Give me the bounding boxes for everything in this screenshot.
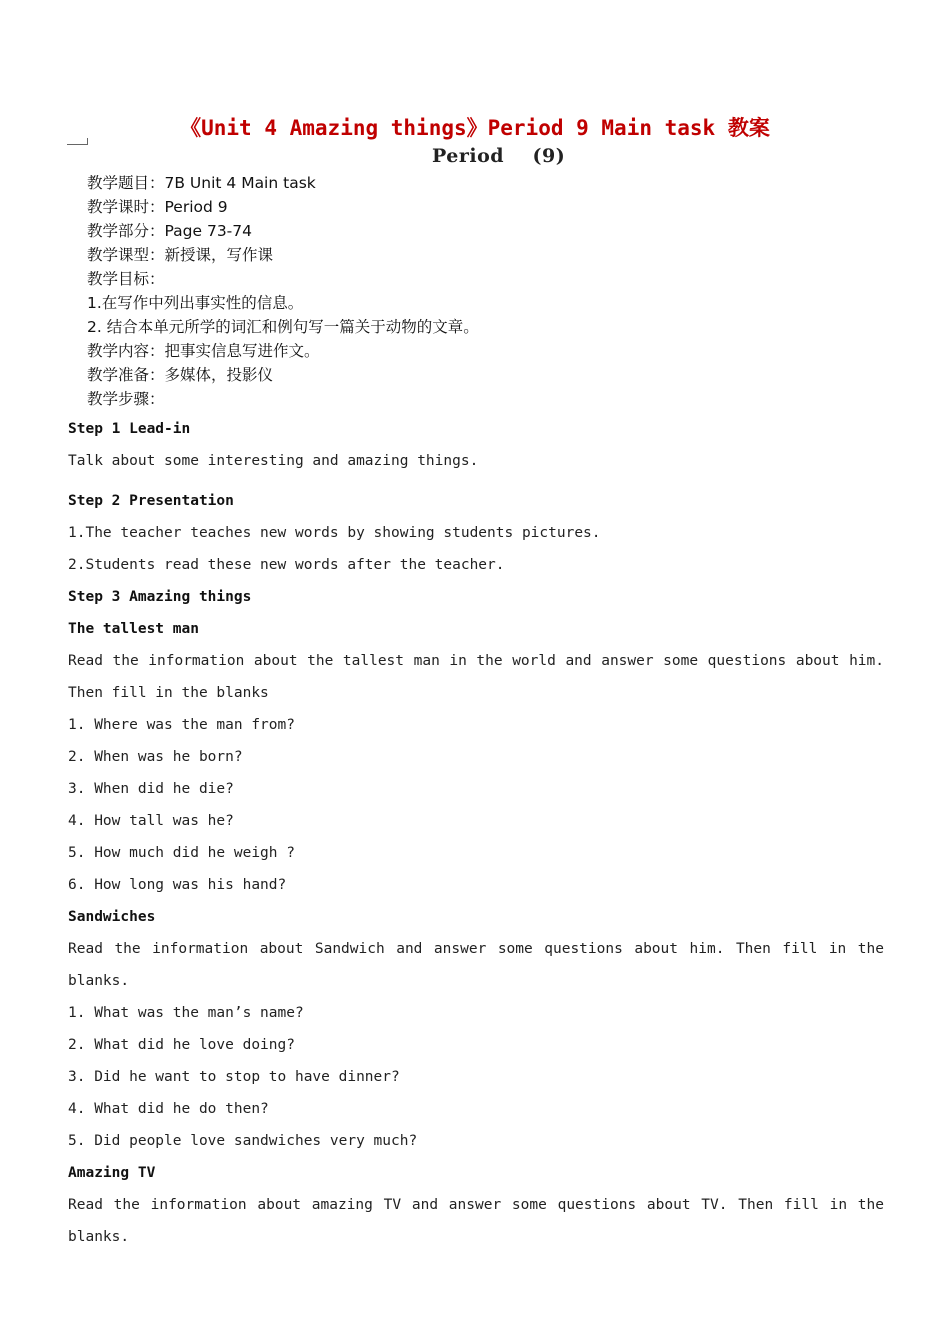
step2-item: 1.The teacher teaches new words by showing students pictures. [68, 525, 601, 541]
meta-lesson-type: 教学课型：新授课，写作课 [87, 246, 274, 264]
lesson-body [68, 413, 884, 1253]
meta-period: 教学课时：Period 9 [87, 198, 228, 216]
question-item: 2. What did he love doing? [68, 1037, 295, 1053]
sandwiches-intro: Read the information about Sandwich and answer some questions about him. Then fill in the blanks. [68, 941, 884, 989]
question-item: 4. What did he do then? [68, 1101, 269, 1117]
amazing-tv-heading: Amazing TV [68, 1165, 156, 1181]
step3-heading: Step 3 Amazing things [68, 589, 252, 605]
question-item: 3. Did he want to stop to have dinner? [68, 1069, 400, 1085]
meta-objectives-label: 教学目标： [87, 270, 165, 288]
step1-heading: Step 1 Lead-in [68, 421, 191, 437]
question-item: 1. What was the man’s name? [68, 1005, 304, 1021]
sandwiches-heading: Sandwiches [68, 909, 156, 925]
document-title: 《Unit 4 Amazing things》Period 9 Main task 教案 [180, 116, 770, 140]
meta-steps-label: 教学步骤： [87, 390, 165, 408]
step2-heading: Step 2 Presentation [68, 493, 234, 509]
meta-preparation: 教学准备：多媒体，投影仪 [87, 366, 274, 384]
question-item: 4. How tall was he? [68, 813, 234, 829]
lesson-meta [87, 171, 479, 411]
question-item: 5. Did people love sandwiches very much? [68, 1133, 418, 1149]
step1-text: Talk about some interesting and amazing things. [68, 453, 479, 469]
question-item: 6. How long was his hand? [68, 877, 287, 893]
step2-item: 2.Students read these new words after the teacher. [68, 557, 505, 573]
amazing-tv-intro: Read the information about amazing TV and answer some questions about TV. Then fill in the blanks. [68, 1197, 884, 1245]
question-item: 3. When did he die? [68, 781, 234, 797]
corner-mark [67, 138, 88, 145]
meta-objective-2: 2. 结合本单元所学的词汇和例句写一篇关于动物的文章。 [87, 318, 479, 336]
question-item: 5. How much did he weigh ? [68, 845, 295, 861]
meta-objective-1: 1.在写作中列出事实性的信息。 [87, 294, 304, 312]
question-item: 1. Where was the man from? [68, 717, 295, 733]
meta-content: 教学内容：把事实信息写进作文。 [87, 342, 320, 360]
meta-pages: 教学部分：Page 73-74 [87, 222, 252, 240]
tallest-man-intro: Read the information about the tallest man in the world and answer some questions about him. Then fill in the blanks [68, 653, 884, 701]
tallest-man-heading: The tallest man [68, 621, 199, 637]
question-item: 2. When was he born? [68, 749, 243, 765]
meta-topic: 教学题目：7B Unit 4 Main task [87, 174, 316, 192]
period-heading: Period (9) [432, 145, 566, 167]
